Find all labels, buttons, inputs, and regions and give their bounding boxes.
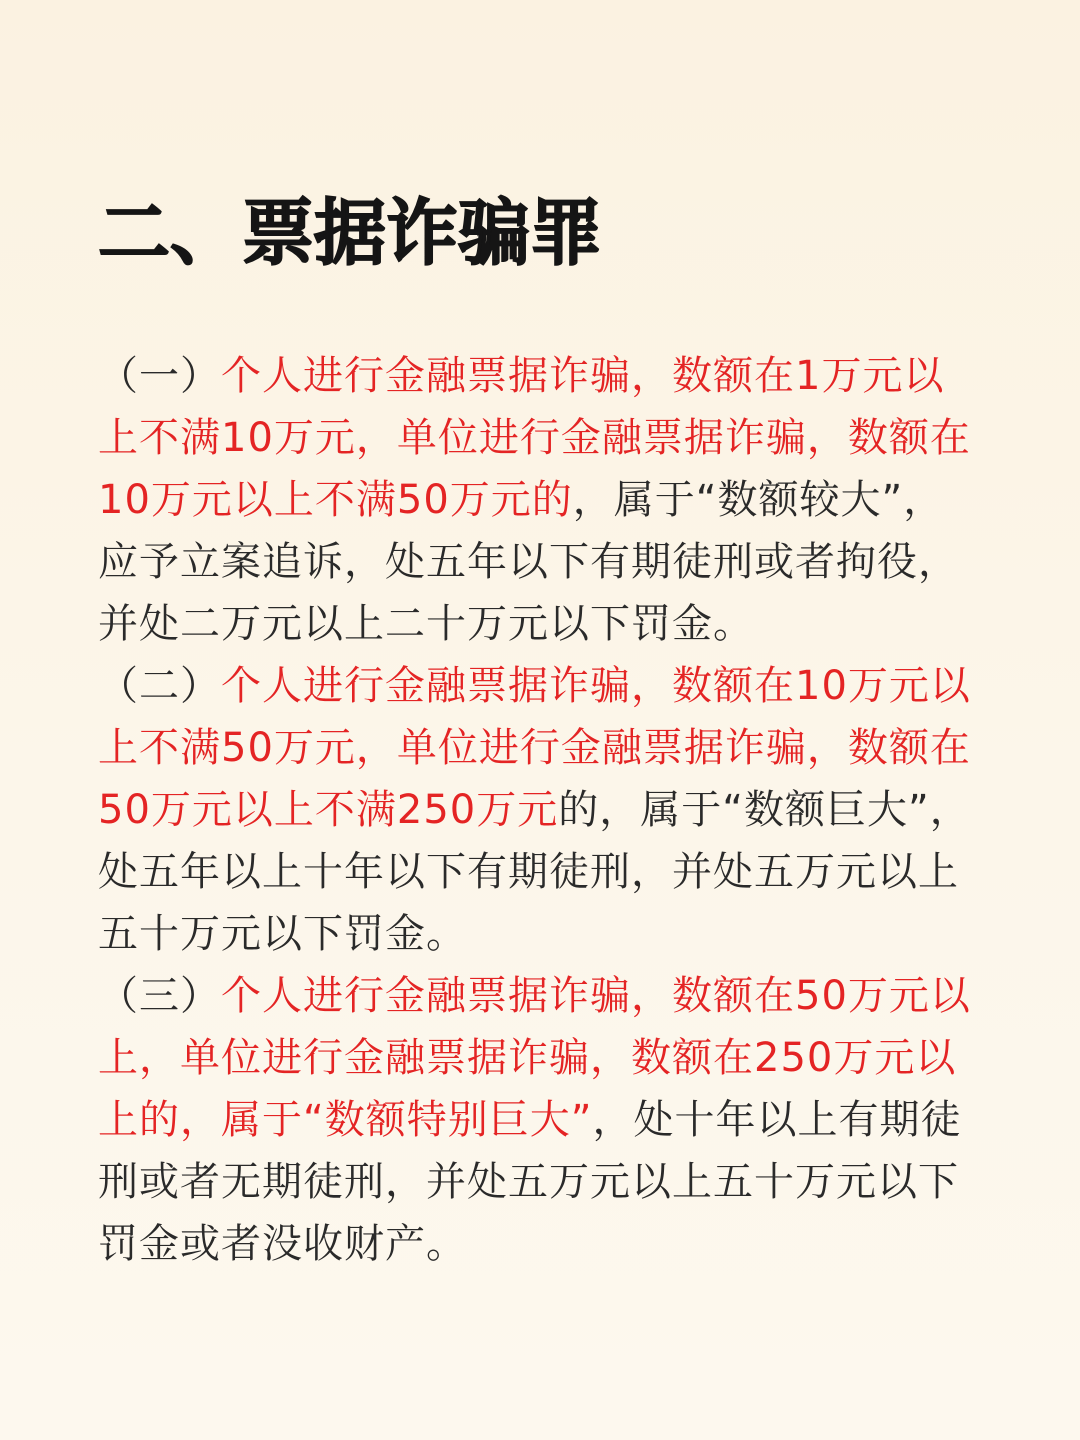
clause-text: ，处十年以上有期徒刑或者无期徒刑，并处五万元以上五十万元以下罚金或者没收财产。 <box>98 1097 962 1267</box>
clause-text: ，属于“数额较大”，应予立案追诉，处五年以下有期徒刑或者拘役，并处二万元以上二十万元以下罚金。 <box>98 477 959 647</box>
clause-number: （二） <box>98 663 221 709</box>
page-title: 二、票据诈骗罪 <box>98 190 603 275</box>
clause-highlight: 个人进行金融票据诈骗，数额在50万元以上，单位进行金融票据诈骗，数额在250万元以上的，属于“数额特别巨大” <box>98 973 971 1143</box>
clause-highlight: 个人进行金融票据诈骗，数额在1万元以上不满10万元，单位进行金融票据诈骗，数额在10万元以上不满50万元的 <box>98 353 971 523</box>
paragraph-clause-1 <box>98 345 983 655</box>
clause-number: （三） <box>98 973 221 1019</box>
article-body <box>98 345 983 1275</box>
clause-highlight: 个人进行金融票据诈骗，数额在10万元以上不满50万元，单位进行金融票据诈骗，数额在50万元以上不满250万元 <box>98 663 971 833</box>
paragraph-clause-3 <box>98 965 983 1275</box>
clause-number: （一） <box>98 353 221 399</box>
paragraph-clause-2 <box>98 655 983 965</box>
clause-text: 的，属于“数额巨大”，处五年以上十年以下有期徒刑，并处五万元以上五十万元以下罚金。 <box>98 787 971 957</box>
